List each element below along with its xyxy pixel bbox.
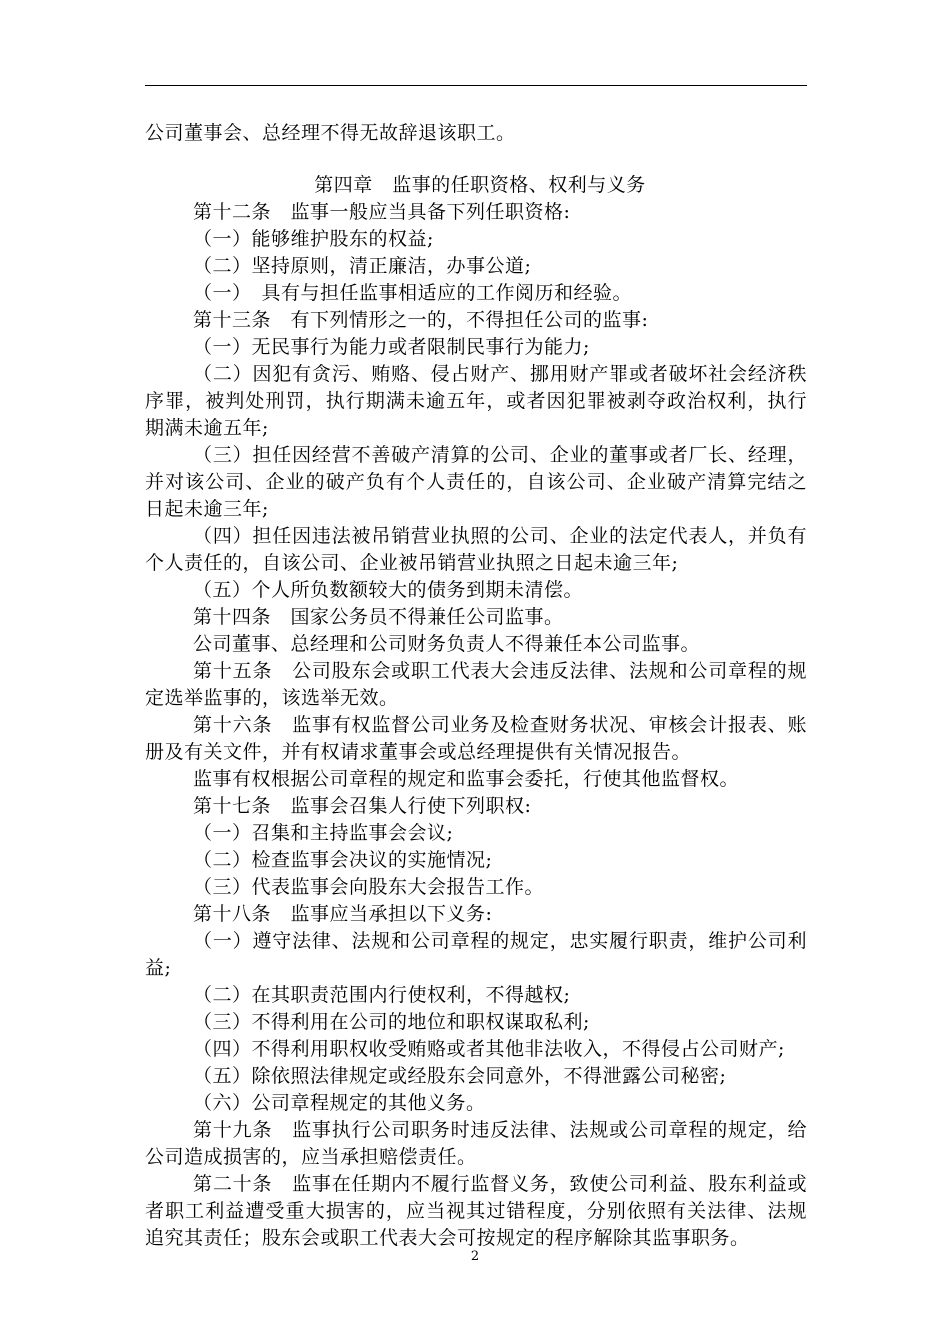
- list-item: （一） 具有与担任监事相适应的工作阅历和经验。: [193, 282, 633, 304]
- list-item: （一）无民事行为能力或者限制民事行为能力;: [193, 336, 590, 358]
- list-item-text: 不得利用职权收受贿赂或者其他非法收入，不得侵占公司财产;: [251, 1038, 785, 1060]
- paragraph: 监事有权根据公司章程的规定和监事会委托，行使其他监督权。: [193, 768, 740, 790]
- list-item: （一）召集和主持监事会会议;: [193, 822, 454, 844]
- paragraph: 公司董事会、总经理不得无故辞退该职工。: [145, 122, 516, 144]
- article-paragraph: 第十八条 监事应当承担以下义务:: [193, 903, 493, 925]
- article-paragraph: 第十七条 监事会召集人行使下列职权:: [193, 795, 532, 817]
- article-paragraph: 第二十条 监事在任期内不履行监督义务，致使公司利益、股东利益或者职工利益遭受重大损害的，应当视其过错程度，分别依照有关法律、法规追究其责任；股东会或职工代表大会可按规定的程序解除其监事职务。: [145, 1173, 807, 1249]
- list-item: （六）公司章程规定的其他义务。: [193, 1092, 486, 1114]
- article-paragraph: 第十三条 有下列情形之一的，不得担任公司的监事:: [193, 309, 649, 331]
- list-item: （二）坚持原则，清正廉洁，办事公道;: [193, 255, 532, 277]
- list-item: （三）代表监事会向股东大会报告工作。: [193, 876, 545, 898]
- chapter-heading: 第四章 监事的任职资格、权利与义务: [314, 174, 646, 196]
- list-item: （一）能够维护股东的权益;: [193, 228, 434, 250]
- article-paragraph: 第十五条 公司股东会或职工代表大会违反法律、法规和公司章程的规定选举监事的，该选举无效。: [145, 660, 807, 709]
- list-item: （三）担任因经营不善破产清算的公司、企业的董事或者厂长、经理，并对该公司、企业的破产负有个人责任的，自该公司、企业破产清算完结之日起未逾三年;: [145, 444, 807, 520]
- list-item: （一）遵守法律、法规和公司章程的规定，忠实履行职责，维护公司利益;: [145, 930, 807, 979]
- list-item: （五）除依照法律规定或经股东会同意外，不得泄露公司秘密;: [193, 1065, 727, 1087]
- header-rule: [145, 85, 807, 86]
- article-paragraph: 第十二条 监事一般应当具备下列任职资格:: [193, 201, 571, 223]
- document-body: [145, 120, 807, 1252]
- list-item-hanging: [145, 1036, 807, 1063]
- list-item: （三）不得利用在公司的地位和职权谋取私利;: [193, 1011, 590, 1033]
- list-item: （四）担任因违法被吊销营业执照的公司、企业的法定代表人，并负有个人责任的，自该公司、企业被吊销营业执照之日起未逾三年;: [145, 525, 807, 574]
- list-item: （二）因犯有贪污、贿赂、侵占财产、挪用财产罪或者破坏社会经济秩序罪，被判处刑罚，执行期满未逾五年，或者因犯罪被剥夺政治权利，执行期满未逾五年;: [145, 363, 807, 439]
- list-item: （二）检查监事会决议的实施情况;: [193, 849, 493, 871]
- article-paragraph: 第十九条 监事执行公司职务时违反法律、法规或公司章程的规定，给公司造成损害的，应当承担赔偿责任。: [145, 1119, 807, 1168]
- article-paragraph: 第十六条 监事有权监督公司业务及检查财务状况、审核会计报表、账册及有关文件，并有权请求董事会或总经理提供有关情况报告。: [145, 714, 807, 763]
- list-item-number: （四）: [193, 1038, 252, 1060]
- hanging-row: [193, 1036, 807, 1063]
- page-number: 2: [470, 1249, 480, 1264]
- list-item: （五）个人所负数额较大的债务到期未清偿。: [193, 579, 584, 601]
- paragraph: 公司董事、总经理和公司财务负责人不得兼任本公司监事。: [193, 633, 701, 655]
- article-paragraph: 第十四条 国家公务员不得兼任公司监事。: [193, 606, 564, 628]
- list-item: （二）在其职责范围内行使权利，不得越权;: [193, 984, 571, 1006]
